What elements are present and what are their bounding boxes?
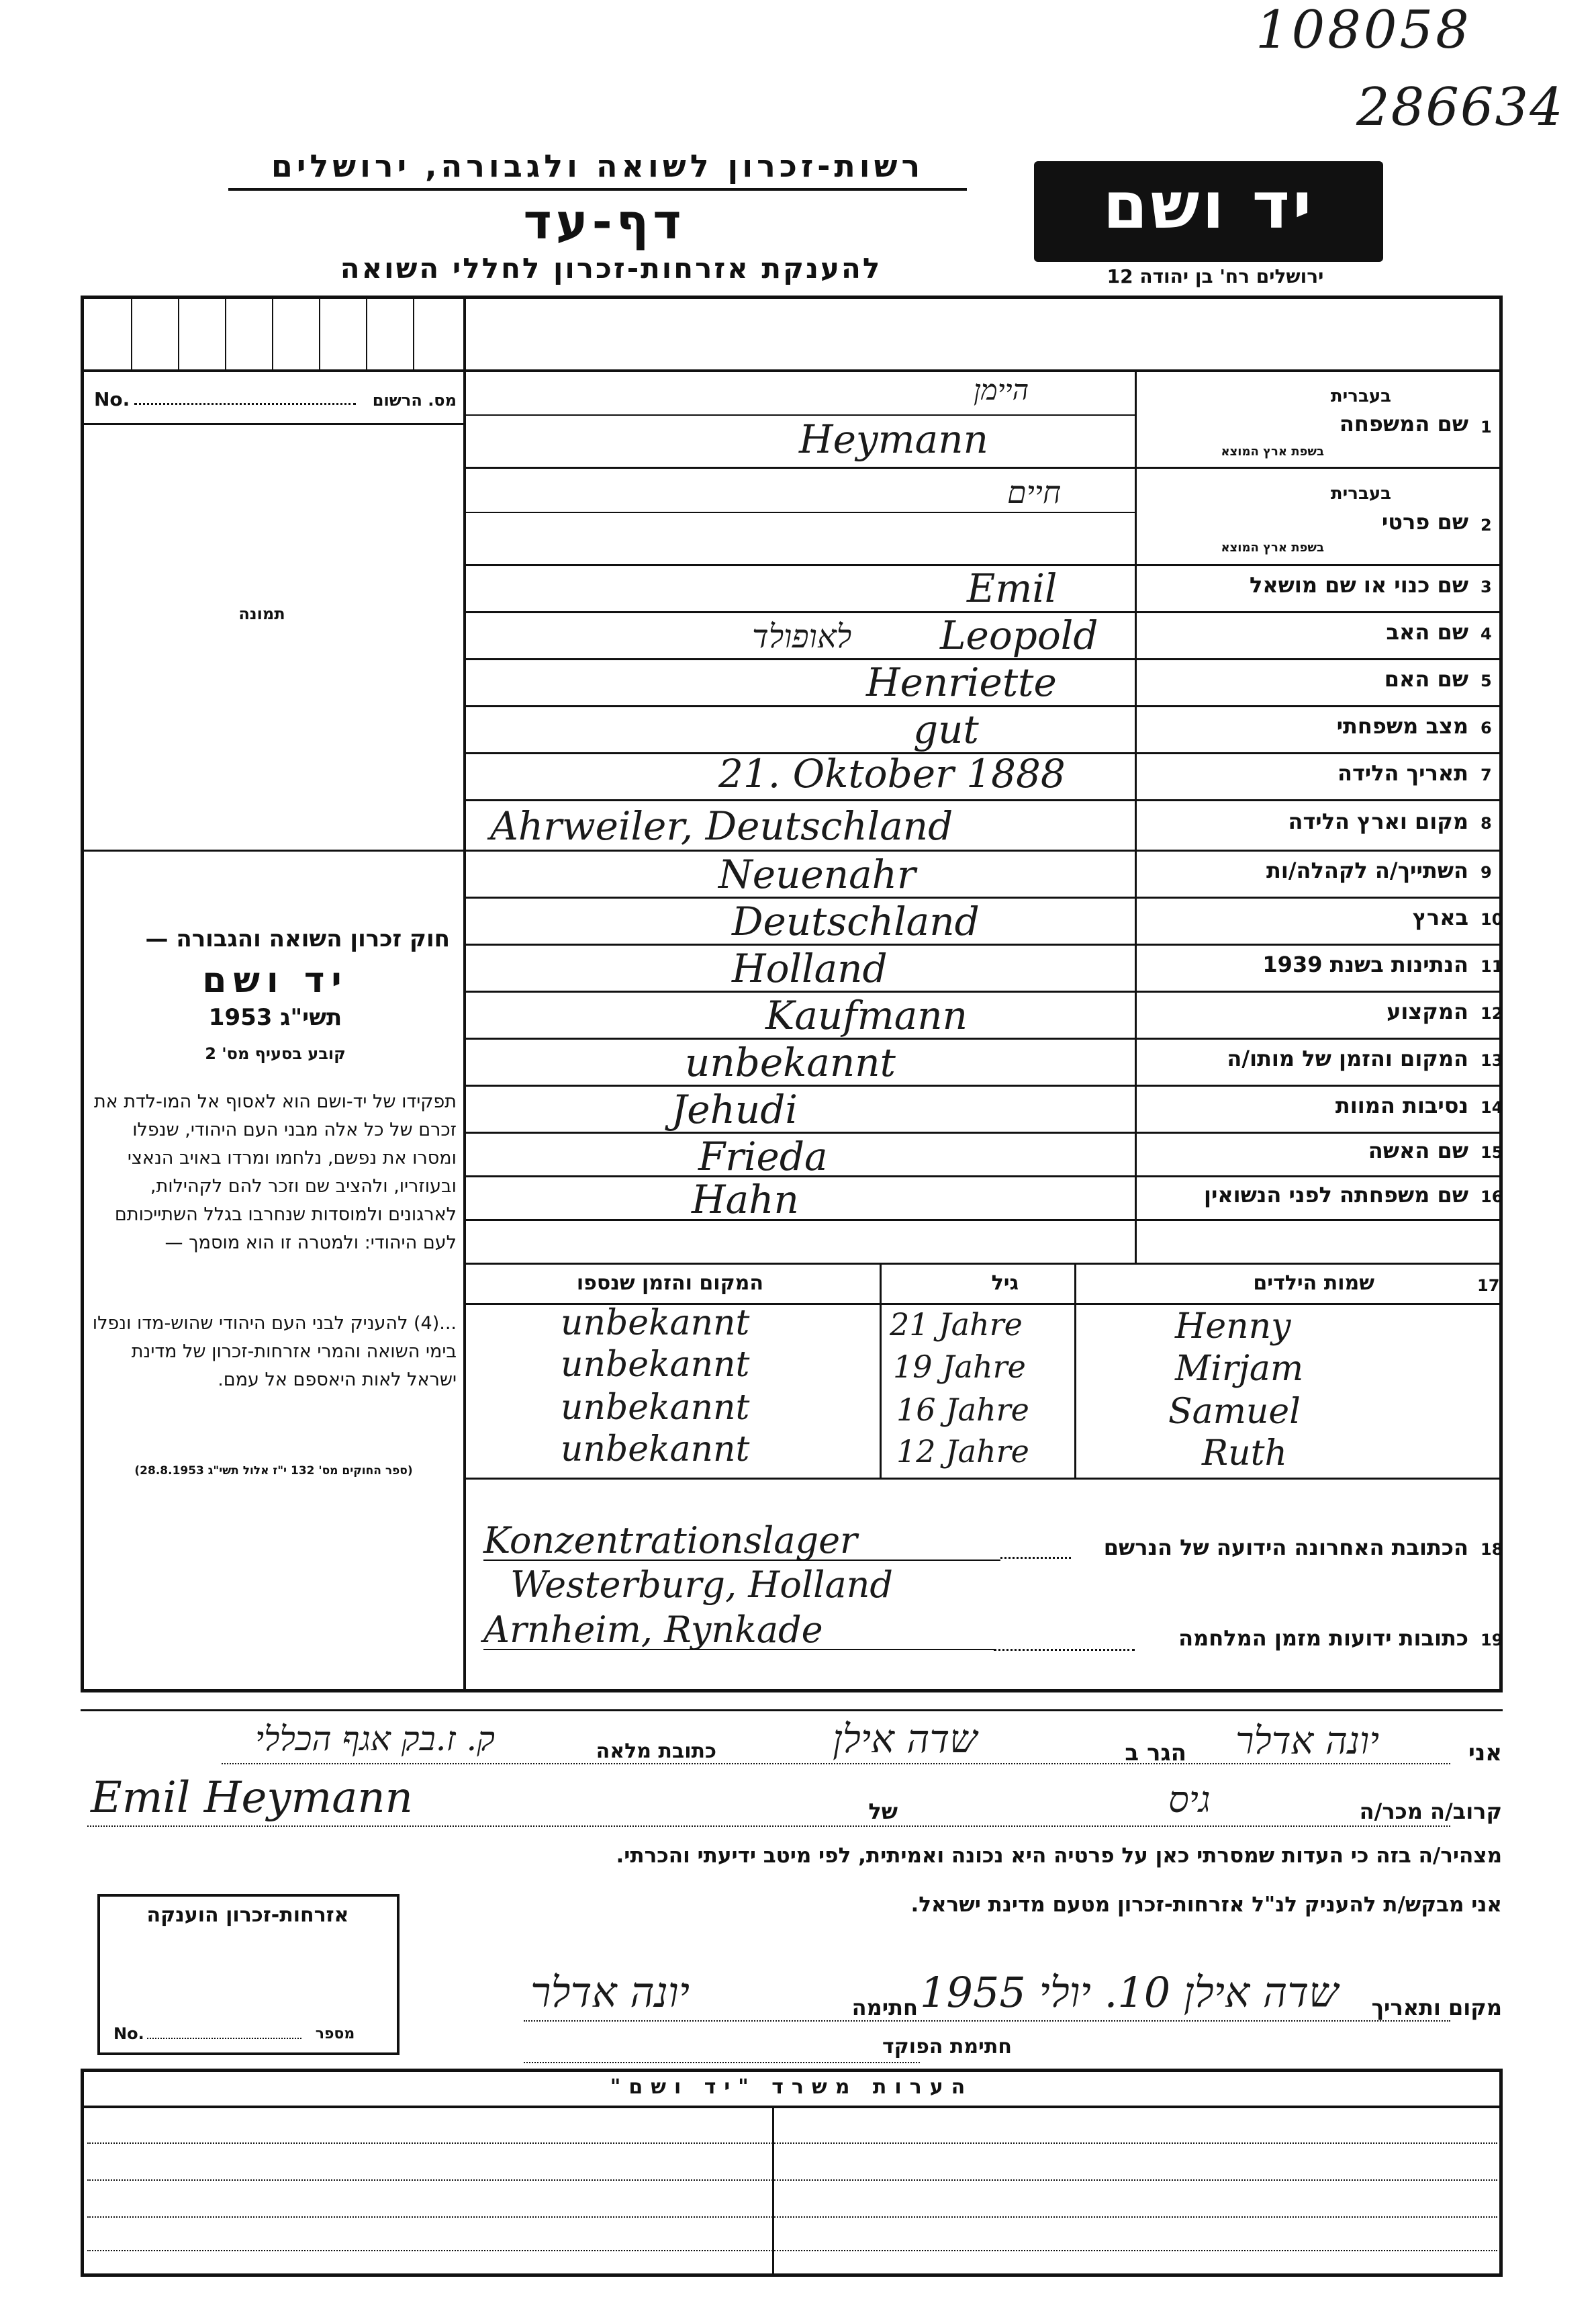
- field-16-label: שם משפחתה לפני הנשואין: [1203, 1182, 1468, 1208]
- address-18-value-a: Konzentrationslager: [483, 1519, 857, 1562]
- child-1-name: Henny: [1175, 1306, 1291, 1347]
- address-18-label: הכתובת האחרונה הידועה של הנרשם: [1103, 1535, 1468, 1560]
- child-1-place: unbekannt: [561, 1303, 750, 1343]
- address-19-label: כתובות ידועות מזמן המלחמה: [1178, 1625, 1468, 1651]
- child-1-age: 21 Jahre: [890, 1306, 1023, 1343]
- office-notes-frame: [81, 2069, 1503, 2277]
- field-14-label: נסיבות המוות: [1335, 1093, 1468, 1118]
- field-1-label: שם המשפחה: [1339, 411, 1468, 437]
- law-section: קובע בסעיף מס' 2: [205, 1044, 346, 1063]
- field-4-value-extra: לאופולד: [752, 618, 852, 656]
- address-19-num: 19: [1481, 1631, 1503, 1649]
- field-6-label: מצב משפחתי: [1336, 713, 1468, 739]
- law-year: תשי"ג 1953: [208, 1004, 342, 1031]
- address-18-num: 18: [1481, 1540, 1503, 1559]
- declarant-ani-label: אני: [1468, 1739, 1502, 1766]
- declarant-place-date-value: שדה אילן 10. יולי 1955: [920, 1968, 1339, 2017]
- field-13-num: 13: [1481, 1051, 1503, 1070]
- law-source: (ספר החוקים מס' 132 י"ז אלול תשי"ג 28.8.1953): [134, 1464, 413, 1478]
- field-8-num: 8: [1481, 814, 1492, 833]
- child-3-age: 16 Jahre: [896, 1392, 1029, 1428]
- field-13-label: המקום והזמן של מותו/ה: [1227, 1046, 1468, 1071]
- child-3-place: unbekannt: [561, 1388, 750, 1428]
- declarant-signature-label: חתימה: [851, 1995, 918, 2020]
- registry-mas-label: מס. הרשום: [372, 391, 457, 410]
- notes-line-1: [87, 2142, 1497, 2144]
- org-underline: [228, 188, 967, 191]
- field-8-label: מקום וארץ הלידה: [1288, 809, 1468, 834]
- field-3-value: Emil: [967, 566, 1058, 611]
- law-title: חוק זכרון השואה והגבורה —: [145, 925, 450, 952]
- office-notes-title: הערות משרד "יד ושם": [610, 2075, 974, 2099]
- field-5-value: Henriette: [866, 660, 1057, 705]
- field-4-num: 4: [1481, 625, 1492, 643]
- children-num: 17: [1477, 1276, 1500, 1295]
- field-12-value: Kaufmann: [765, 993, 968, 1038]
- field-5-label: שם האם: [1384, 666, 1468, 692]
- notes-line-2: [87, 2179, 1497, 2181]
- citizenship-title: אזרחות-זכרון הוענקה: [146, 1903, 349, 1927]
- registry-no-dots: [134, 403, 356, 405]
- declarant-resident-value: שדה אילן: [833, 1716, 978, 1762]
- officer-signature-line: [524, 2062, 920, 2063]
- yad-vashem-logo: [1034, 161, 1383, 262]
- child-3-name: Samuel: [1168, 1392, 1301, 1432]
- field-3-num: 3: [1481, 578, 1492, 596]
- address-19-dots: [994, 1649, 1135, 1651]
- field-15-label: שם האשה: [1368, 1138, 1468, 1163]
- corner-number-second: 286634: [1356, 77, 1564, 138]
- field-2-num: 2: [1481, 516, 1492, 535]
- field-12-label: המקצוע: [1387, 999, 1468, 1024]
- photo-label: תמונה: [238, 604, 285, 623]
- field-9-num: 9: [1481, 863, 1492, 882]
- field-5-num: 5: [1481, 672, 1492, 690]
- notes-line-4: [87, 2250, 1497, 2251]
- declarant-address-value: ק. ז.בק אגף הכללי: [255, 1719, 496, 1758]
- field-6-num: 6: [1481, 719, 1492, 737]
- children-col-age: גיל: [991, 1271, 1019, 1295]
- address-19-underline: [483, 1649, 994, 1650]
- logo-text: יד ושם: [1102, 168, 1315, 243]
- declarant-relative-label: קרוב/ה מכר/ה: [1359, 1799, 1502, 1824]
- declarant-request: אני מבקש/ת להעניק לנ"ל אזרחות-זכרון מטעם מדינת ישראל.: [910, 1893, 1502, 1917]
- address-18-dots: [1000, 1557, 1071, 1559]
- field-11-num: 11: [1481, 957, 1503, 976]
- declarant-address-label: כתובת מלאה: [596, 1739, 716, 1763]
- field-12-num: 12: [1481, 1004, 1503, 1023]
- field-1-value-top: היימן: [974, 373, 1029, 406]
- child-4-age: 12 Jahre: [896, 1433, 1029, 1470]
- field-1-sub-bottom: בשפת ארץ המוצא: [1221, 445, 1324, 459]
- address-19-value: Arnheim, Rynkade: [483, 1609, 823, 1651]
- page-subtitle: להענקת אזרחות-זכרון לחללי השואה: [340, 252, 882, 285]
- field-2-value-top: חיים: [1007, 474, 1062, 510]
- field-15-value: Frieda: [698, 1134, 828, 1179]
- field-7-label: תאריך הלידה: [1337, 760, 1468, 786]
- field-4-value: Leopold: [940, 613, 1098, 658]
- citizenship-mispar: מספר: [315, 2026, 355, 2042]
- field-10-value: Deutschland: [732, 899, 980, 944]
- notes-line-3: [87, 2216, 1497, 2218]
- citizenship-no: No.: [113, 2024, 144, 2043]
- declarant-resident-label: הגר ב: [1125, 1739, 1186, 1766]
- declarant-of-label: של: [868, 1799, 898, 1824]
- declarant-place-date-label: מקום ותאריך: [1371, 1995, 1502, 2020]
- field-10-label: בארץ: [1412, 905, 1468, 930]
- child-2-age: 19 Jahre: [893, 1349, 1026, 1385]
- field-7-value: 21. Oktober 1888: [718, 751, 1066, 797]
- field-3-label: שם כנוי או שם מושאל: [1249, 572, 1468, 598]
- declarant-ani-value: יונה אדלר: [1235, 1719, 1380, 1763]
- logo-address: ירושלים רח' בן יהודה 12: [1107, 265, 1324, 287]
- field-2-label: שם פרטי: [1381, 509, 1468, 535]
- declarant-relative-value: גיס: [1168, 1778, 1211, 1821]
- law-paragraph-1: תפקידו של יד-ושם הוא לאסוף אל המו-לדת את זכרם של כל אלה מבני העם היהודי, שנפלו ומסרו את נפשם, נלחמו ומרדו באויב הנאצי ובעוזריו, ולהציב שם וזכר להם לקהילות, לארגונים ולמוסדות שנחרבו בגלל השתייכותם לעם היהודי: ולמטרה זו הוא מוסמך —: [93, 1091, 457, 1253]
- field-9-value: Neuenahr: [718, 852, 916, 897]
- field-8-value: Ahrweiler, Deutschland: [490, 803, 953, 849]
- field-6-value: gut: [913, 707, 979, 752]
- field-11-value: Holland: [732, 946, 888, 991]
- declarant-line-1: [222, 1763, 1450, 1764]
- address-18-value-b: Westerburg, Holland: [510, 1564, 893, 1606]
- field-4-label: שם האב: [1386, 619, 1468, 645]
- declarant-line-3: [524, 2020, 1450, 2022]
- child-4-name: Ruth: [1202, 1433, 1288, 1474]
- registry-no-label: No.: [94, 388, 130, 410]
- address-18-underline: [483, 1560, 1000, 1561]
- corner-number-top: 108058: [1256, 0, 1472, 60]
- declarant-signature-value: יונה אדלר: [530, 1968, 690, 2017]
- field-11-label: הנתינות בשנת 1939: [1262, 952, 1468, 977]
- field-15-num: 15: [1481, 1143, 1503, 1162]
- field-2-sub-bottom: בשפת ארץ המוצא: [1221, 541, 1324, 555]
- law-paragraph-2: ...(4) להעניק לבני העם היהודי שהוש-מדו ונפלו בימי השואה והמרי אזרחות-זכרון של מדינת ישראל לאות היאספם אל עמם.: [92, 1313, 457, 1390]
- declarant-officer-label: חתימת הפוקד: [882, 2035, 1012, 2059]
- field-1-value: Heymann: [799, 416, 988, 462]
- field-14-value: Jehudi: [671, 1087, 798, 1132]
- field-14-num: 14: [1481, 1098, 1503, 1117]
- declarant-line-2: [87, 1825, 1450, 1827]
- field-1-sub-top: בעברית: [1330, 386, 1391, 406]
- field-9-label: השתייך/ה לקהלה/ות: [1266, 858, 1468, 883]
- field-16-num: 16: [1481, 1187, 1503, 1206]
- children-col-names: שמות הילדים: [1253, 1271, 1374, 1295]
- page-title: דף-עד: [523, 193, 686, 250]
- citizenship-no-line: [147, 2038, 301, 2039]
- field-13-value: unbekannt: [685, 1040, 896, 1085]
- field-1-num: 1: [1481, 418, 1492, 437]
- declarant-declare: מצהיר/ה בזה כי העדות שמסרתי כאן על פרטיה היא נכונה ואמיתית, לפי מיטב ידיעתי והכרתי.: [616, 1844, 1502, 1868]
- declarant-of-value: Emil Heymann: [91, 1773, 413, 1823]
- child-2-place: unbekannt: [561, 1345, 750, 1385]
- child-4-place: unbekannt: [561, 1429, 750, 1470]
- org-line: רשות-זכרון לשואה ולגבורה, ירושלים: [271, 148, 925, 184]
- children-col-place: המקום והזמן שנספו: [576, 1271, 763, 1295]
- field-16-value: Hahn: [692, 1177, 799, 1222]
- field-7-num: 7: [1481, 766, 1492, 784]
- citizenship-box: [97, 1894, 400, 2055]
- field-2-sub-top: בעברית: [1330, 484, 1391, 504]
- law-name: יד ושם: [202, 960, 348, 1001]
- field-10-num: 10: [1481, 910, 1503, 929]
- child-2-name: Mirjam: [1175, 1349, 1304, 1389]
- registry-boxes: [84, 299, 463, 369]
